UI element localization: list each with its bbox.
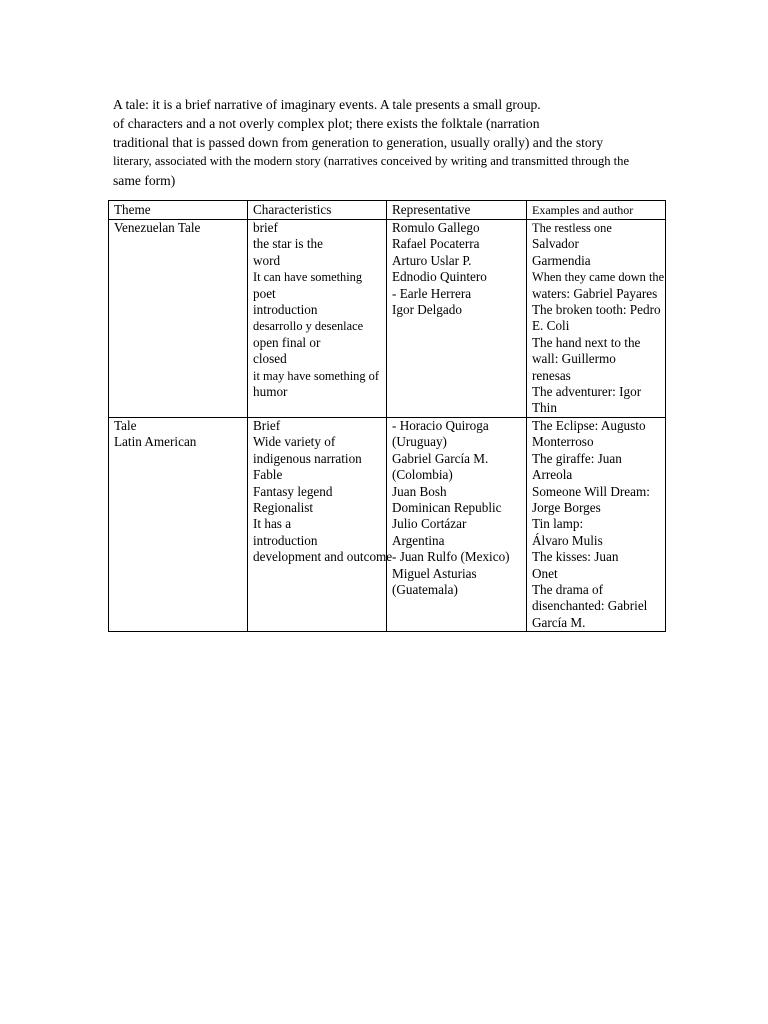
cell-line: Salvador [532,236,579,252]
representative-cell [387,417,527,631]
intro-line: traditional that is passed down from generation to generation, usually orally) and the story [113,135,604,150]
cell-line: word [253,252,281,268]
cell-line: Wide variety of [253,434,336,450]
table-header-row [109,201,666,220]
header-examples-label: Examples and author [532,203,634,217]
cell-line: Tin lamp: [532,516,584,532]
cell-line: Someone Will Dream: [532,483,650,499]
cell-line: Dominican Republic [392,499,502,515]
cell-line: Gabriel García M. [392,450,489,466]
theme-cell [109,417,248,631]
cell-line: (Uruguay) [392,434,447,450]
theme-cell [109,220,248,418]
intro-line: literary, associated with the modern story (narratives conceived by writing and transmitted through the [113,154,630,168]
cell-line: Brief [253,417,281,433]
intro-line: A tale: it is a brief narrative of imaginary events. A tale presents a small group. [113,97,541,112]
cell-line: open final or [253,334,321,350]
cell-line: The Eclipse: Augusto [532,417,646,433]
intro-paragraph [113,95,673,190]
cell-line: Tale [114,417,137,433]
cell-line: - Horacio Quiroga [392,417,489,433]
cell-line: it may have something of [253,368,379,383]
cell-line: introduction [253,532,318,548]
cell-line: renesas [532,367,571,383]
header-representative: Representative [387,201,527,220]
cell-line: Romulo Gallego [392,220,480,235]
cell-line: Igor Delgado [392,302,462,318]
characteristics-cell [248,220,387,418]
cell-line: Thin [532,400,557,416]
cell-line: development and outcome [253,549,393,565]
representative-cell [387,220,527,418]
cell-line: When they came down the [532,270,665,285]
cell-line: humor [253,384,288,400]
cell-line: introduction [253,302,318,318]
cell-line: Julio Cortázar [392,516,467,532]
cell-line: (Colombia) [392,467,453,483]
cell-line: The broken tooth: Pedro [532,302,661,318]
cell-line: Álvaro Mulis [532,532,603,548]
table-row [109,220,666,418]
cell-line: The drama of [532,581,604,597]
examples-cell [527,417,666,631]
header-examples [527,201,666,220]
cell-line: Miguel Asturias [392,565,477,581]
cell-line: Juan Bosh [392,483,447,499]
cell-line: closed [253,351,287,367]
cell-line: E. Coli [532,318,570,334]
cell-line: Fantasy legend [253,483,333,499]
cell-line: Latin American [114,434,197,450]
cell-line: It can have something [253,270,363,285]
cell-line: brief [253,220,278,235]
cell-line: Fable [253,467,283,483]
cell-line: The restless one [532,221,612,235]
cell-line: desarrollo y desenlace [253,319,364,334]
cell-line: García M. [532,614,586,630]
cell-line: Regionalist [253,499,314,515]
cell-line: Arreola [532,467,573,483]
cell-line: indigenous narration [253,450,362,466]
examples-cell [527,220,666,418]
cell-line: Arturo Uslar P. [392,252,472,268]
cell-line: It has a [253,516,292,532]
cell-line: waters: Gabriel Payares [532,285,658,301]
cell-line: the star is the [253,236,323,252]
cell-line: wall: Guillermo [532,351,616,367]
cell-line: - Earle Herrera [392,285,472,301]
cell-line: The hand next to the [532,334,641,350]
intro-line: same form) [113,173,176,188]
intro-line: of characters and a not overly complex plot; there exists the folktale (narration [113,116,540,131]
cell-line: - Juan Rulfo (Mexico) [392,549,510,565]
cell-line: Rafael Pocaterra [392,236,480,252]
tales-table [108,200,666,632]
table-row [109,417,666,631]
characteristics-cell [248,417,393,631]
header-theme: Theme [109,201,248,220]
cell-line: Onet [532,565,558,581]
cell-line: poet [253,285,276,301]
cell-line: Jorge Borges [532,499,601,515]
cell-line: Venezuelan Tale [114,220,201,235]
cell-line: disenchanted: Gabriel [532,598,648,614]
cell-line: Garmendia [532,252,591,268]
cell-line: The adventurer: Igor [532,384,642,400]
cell-line: The giraffe: Juan [532,450,622,466]
cell-line: The kisses: Juan [532,549,619,565]
cell-line: Ednodio Quintero [392,269,487,285]
cell-line: Monterroso [532,434,594,450]
header-characteristics: Characteristics [248,201,387,220]
cell-line: (Guatemala) [392,581,458,597]
cell-line: Argentina [392,532,445,548]
